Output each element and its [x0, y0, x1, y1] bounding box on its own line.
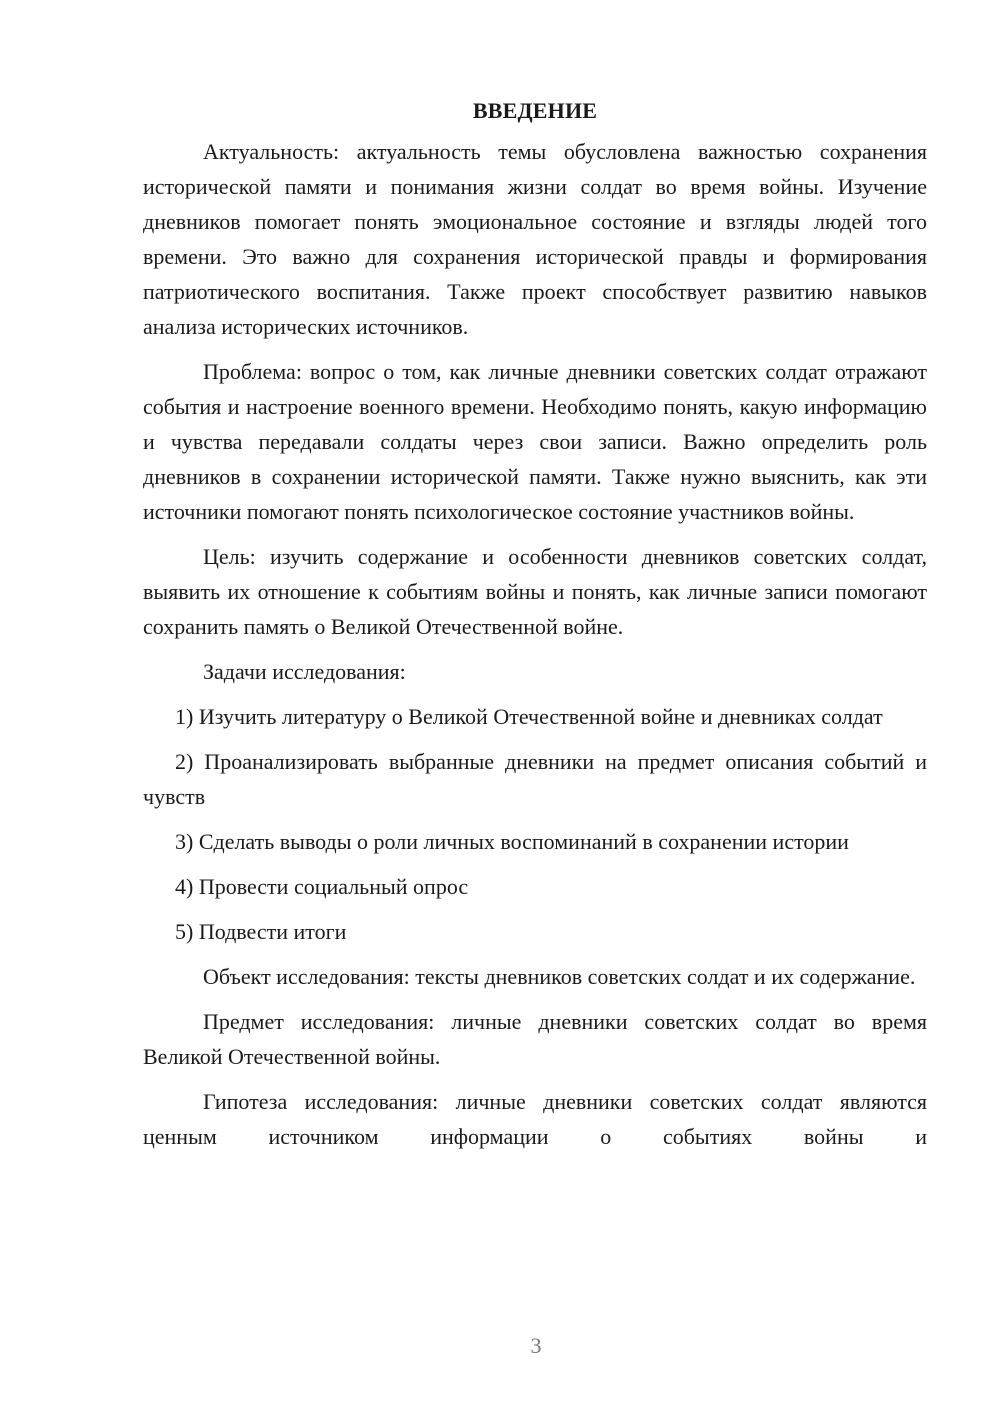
page-number: 3	[530, 1333, 542, 1358]
page-content	[143, 93, 927, 1154]
paragraph-object: Объект исследования: тексты дневников советских солдат и их содержание.	[203, 964, 916, 989]
task-item-3: 3) Сделать выводы о роли личных воспоминаний в сохранении истории	[175, 829, 849, 854]
task-item-5: 5) Подвести итоги	[175, 919, 347, 944]
task-item-2: 2) Проанализировать выбранные дневники на предмет описания событий и чувств	[143, 749, 927, 809]
paragraph-subject: Предмет исследования: личные дневники советских солдат во время Великой Отечественной войны.	[143, 1009, 927, 1069]
tasks-heading: Задачи исследования:	[203, 659, 406, 684]
section-title: ВВЕДЕНИЕ	[472, 98, 598, 123]
task-item-1: 1) Изучить литературу о Великой Отечественной войне и дневниках солдат	[175, 704, 883, 729]
paragraph-problem: Проблема: вопрос о том, как личные дневники советских солдат отражают события и настроение военного времени. Необходимо понять, какую информацию и чувства передавали солдаты через свои записи. Важно определить роль дневников в сохранении исторической памяти. Также нужно выяснить, как эти источники помогают понять психологическое состояние участников войны.	[143, 359, 927, 524]
task-item-4: 4) Провести социальный опрос	[175, 874, 469, 899]
paragraph-goal: Цель: изучить содержание и особенности дневников советских солдат, выявить их отношение к событиям войны и понять, как личные записи помогают сохранить память о Великой Отечественной войне.	[143, 544, 927, 639]
paragraph-relevance: Актуальность: актуальность темы обусловлена важностью сохранения исторической памяти и понимания жизни солдат во время войны. Изучение дневников помогает понять эмоциональное состояние и взгляды людей того времени. Это важно для сохранения исторической правды и формирования патриотического воспитания. Также проект способствует развитию навыков анализа исторических источников.	[143, 139, 927, 339]
paragraph-hypothesis: Гипотеза исследования: личные дневники советских солдат являются ценным источником информации о событиях войны и	[143, 1089, 927, 1149]
